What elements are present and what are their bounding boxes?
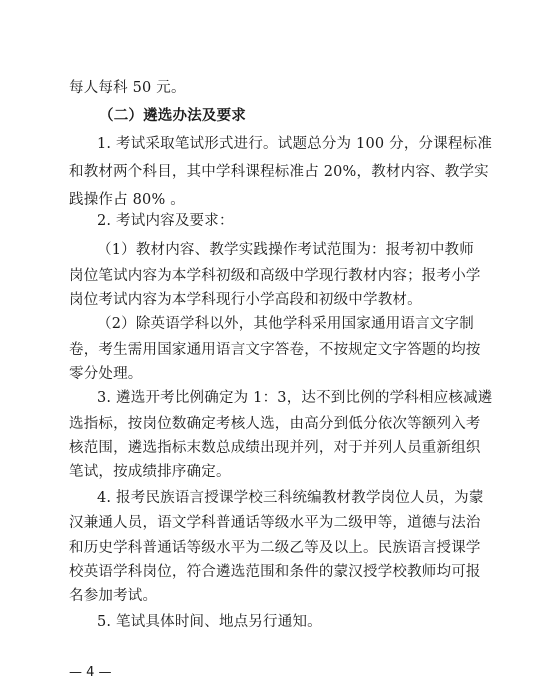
text-line: 核范围，遴选指标末数总成绩出现并列，对于并列人员重新组织	[69, 440, 481, 456]
paragraph-start: 4. 报考民族语言授课学校三科统编教材教学岗位人员，为蒙	[97, 490, 484, 506]
text-line: 每人每科 50 元。	[69, 80, 186, 96]
text-line: 岗位笔试内容为本学科初级和高级中学现行教材内容；报考小学	[69, 268, 481, 284]
text-line: 零分处理。	[69, 366, 143, 382]
text-line: 卷，考生需用国家通用语言文字答卷，不按规定文字答题的均按	[69, 342, 481, 358]
text-line: 和教材两个科目，其中学科课程标准占 20%，教材内容、教学实	[69, 164, 489, 180]
paragraph-start: （2）除英语学科以外，其他学科采用国家通用语言文字制	[97, 316, 474, 332]
paragraph-start: 5. 笔试具体时间、地点另行通知。	[97, 614, 322, 630]
text-line: 岗位考试内容为本学科现行小学高段和初级中学教材。	[69, 292, 422, 308]
paragraph-start: 1. 考试采取笔试形式进行。试题总分为 100 分，分课程标准	[97, 136, 493, 152]
paragraph-start: 2. 考试内容及要求：	[97, 213, 234, 229]
text-line: 选指标，按岗位数确定考核人选，由高分到低分依次等额列入考	[69, 416, 481, 432]
paragraph-start: 3. 遴选开考比例确定为 1：3，达不到比例的学科相应核减遴	[97, 390, 493, 406]
text-line: 校英语学科岗位，符合遴选范围和条件的蒙汉授学校教师均可报	[69, 564, 481, 580]
text-line: 名参加考试。	[69, 588, 158, 604]
text-line: 践操作占 80% 。	[69, 192, 185, 208]
text-line: 和历史学科普通话等级水平为二级乙等及以上。民族语言授课学	[69, 540, 481, 556]
section-heading: （二）遴选办法及要求	[99, 108, 246, 124]
text-line: 汉兼通人员，语文学科普通话等级水平为二级甲等，道德与法治	[69, 515, 481, 531]
text-line: 笔试，按成绩排序确定。	[69, 464, 231, 480]
paragraph-start: （1）教材内容、教学实践操作考试范围为：报考初中教师	[97, 242, 474, 258]
page-number: — 4 —	[69, 665, 112, 680]
